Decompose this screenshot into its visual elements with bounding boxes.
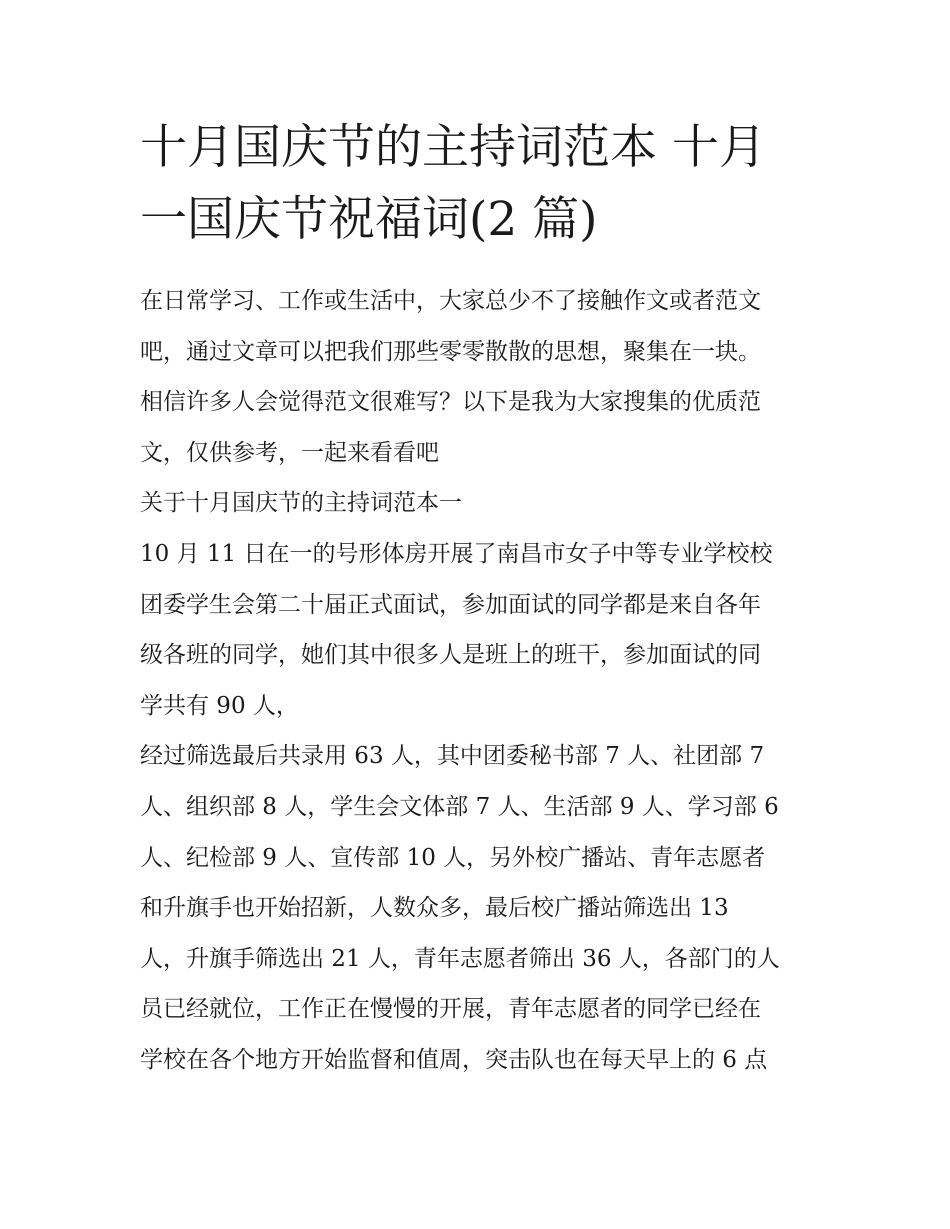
body-line: 相信许多人会觉得范文很难写？以下是我为大家搜集的优质范 xyxy=(140,389,761,416)
body-line: 人、纪检部 9 人、宣传部 10 人，另外校广播站、青年志愿者 xyxy=(140,844,766,871)
body-line: 吧，通过文章可以把我们那些零零散散的思想，聚集在一块。 xyxy=(140,338,761,365)
body-line: 和升旗手也开始招新，人数众多，最后校广播站筛选出 13 xyxy=(140,895,729,922)
body-line: 团委学生会第二十届正式面试，参加面试的同学都是来自各年 xyxy=(140,591,761,618)
body-line: 文，仅供参考，一起来看看吧 xyxy=(140,439,439,466)
document-body xyxy=(140,276,820,1086)
title-line: 一国庆节祝福词(2 篇) xyxy=(140,192,598,247)
body-line: 学共有 90 人， xyxy=(140,692,299,719)
body-line: 人、组织部 8 人，学生会文体部 7 人、生活部 9 人、学习部 6 xyxy=(140,793,779,820)
title-line: 十月国庆节的主持词范本 十月 xyxy=(140,120,766,175)
body-line: 级各班的同学，她们其中很多人是班上的班干，参加面试的同 xyxy=(140,642,761,669)
body-line: 10 月 11 日在一的号形体房开展了南昌市女子中等专业学校校 xyxy=(140,540,773,567)
body-line: 人，升旗手筛选出 21 人，青年志愿者筛出 36 人，各部门的人 xyxy=(140,945,780,972)
body-line: 员已经就位，工作正在慢慢的开展，青年志愿者的同学已经在 xyxy=(140,996,761,1023)
body-line: 学校在各个地方开始监督和值周，突击队也在每天早上的 6 点 xyxy=(140,1046,768,1073)
body-line: 经过筛选最后共录用 63 人，其中团委秘书部 7 人、社团部 7 xyxy=(140,743,765,770)
document-title xyxy=(140,112,820,256)
body-line: 在日常学习、工作或生活中，大家总少不了接触作文或者范文 xyxy=(140,288,761,314)
section-heading: 关于十月国庆节的主持词范本一 xyxy=(140,490,462,517)
